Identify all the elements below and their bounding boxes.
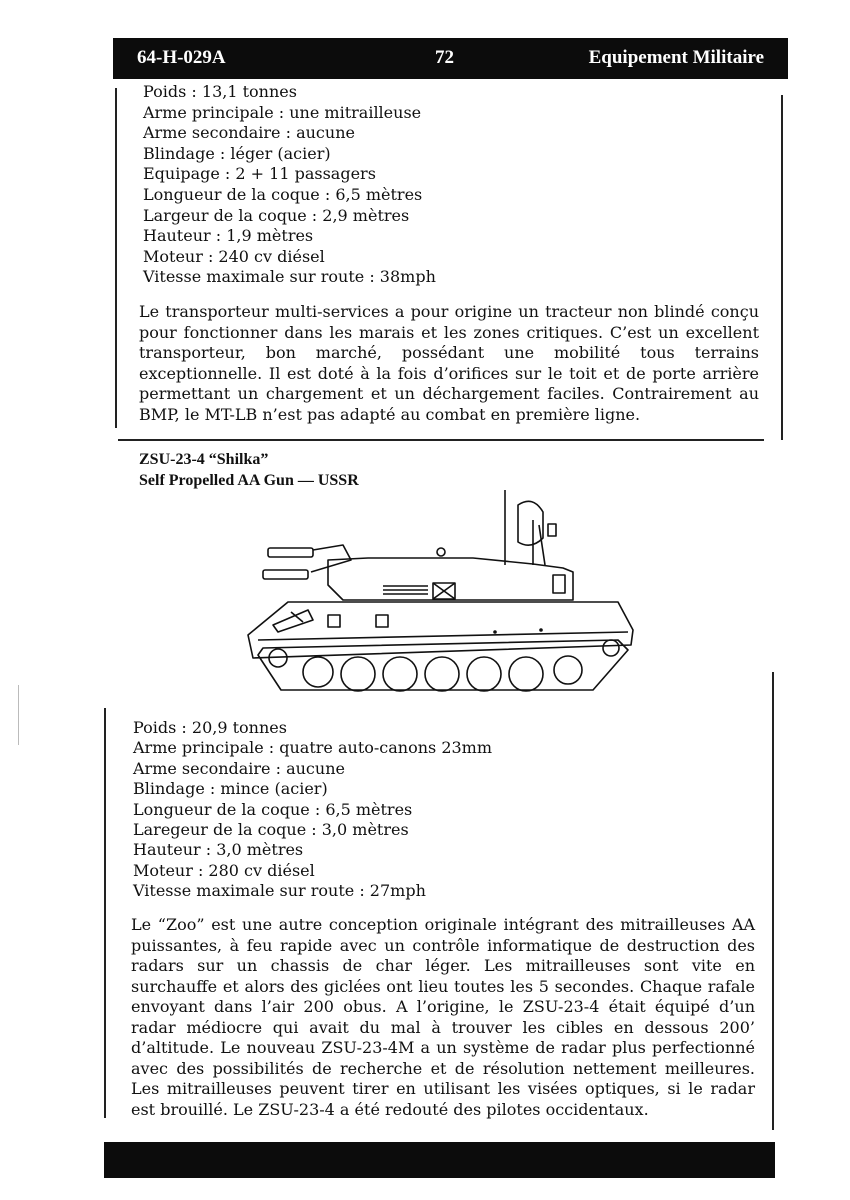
right-margin-line [781,95,783,440]
left-margin-line-lower [104,708,106,1118]
spec-line: Equipage : 2 + 11 passagers [143,164,376,184]
mtlb-description: Le transporteur multi-services a pour origine un tracteur non blindé conçu pour fonctionner dans les marais et les zones critiques. C’est un excellent transporteur, bon marché, possédant une mobilité tous terrains exceptionnelle. Il est doté à la fois d’orifices sur le toit et de porte arrière permettant un chargement et un déchargement faciles. Contrairement au BMP, le MT-LB n’est pas adapté au combat en première ligne. [139,302,759,424]
zsu-spec-list [133,718,492,902]
zsu-heading [139,449,359,491]
spec-line: Arme secondaire : aucune [143,123,355,143]
spec-line: Poids : 20,9 tonnes [133,718,287,737]
spec-line: Hauteur : 1,9 mètres [143,226,314,246]
page-footer-bar [104,1142,775,1178]
spec-line: Arme principale : une mitrailleuse [143,102,422,122]
spec-line: Laregeur de la coque : 3,0 mètres [133,820,409,840]
spec-line: Blindage : mince (acier) [133,779,328,799]
zsu-23-4-illustration [233,490,643,715]
spec-line: Moteur : 240 cv diésel [143,246,325,266]
spec-line: Hauteur : 3,0 mètres [133,840,304,860]
scan-mark [18,685,19,745]
page-header [113,38,788,79]
right-margin-line-lower [772,672,774,1130]
spec-line: Vitesse maximale sur route : 38mph [143,267,436,287]
section-divider [118,439,764,441]
mtlb-spec-list [143,82,436,288]
document-code: 64-H-029A [137,47,226,68]
spec-line: Poids : 13,1 tonnes [143,82,297,101]
spec-line: Longueur de la coque : 6,5 mètres [143,184,423,204]
spec-line: Blindage : léger (acier) [143,143,331,163]
spec-line: Arme secondaire : aucune [133,758,345,778]
section-title: Equipement Militaire [588,47,764,68]
spec-line: Moteur : 280 cv diésel [133,860,315,880]
left-margin-line [115,88,117,428]
spec-line: Longueur de la coque : 6,5 mètres [133,799,413,819]
spec-line: Arme principale : quatre auto-canons 23mm [133,738,493,758]
zsu-description: Le “Zoo” est une autre conception originale intégrant des mitrailleuses AA puissantes, à feu rapide avec un contrôle informatique de destruction des radars sur un chassis de char léger. Les mitrailleuses sont vite en surchauffe et alors des giclées ont lieu toutes les 5 secondes. Chaque rafale envoyant dans l’air 200 obus. A l’origine, le ZSU-23-4 était équipé d’un radar médiocre qui avait du mal à trouver les cibles en dessous 200’ d’altitude. Le nouveau ZSU-23-4M a un système de radar plus perfectionné avec des possibilités de recherche et de résolution nettement meilleures. Les mitrailleuses peuvent tirer en utilisant les visées optiques, si le radar est brouillé. Le ZSU-23-4 a été redouté des pilotes occidentaux. [131,915,755,1119]
spec-line: Vitesse maximale sur route : 27mph [133,881,426,901]
zsu-name: ZSU-23-4 “Shilka” [139,451,269,468]
page-number: 72 [435,47,454,68]
zsu-subtitle: Self Propelled AA Gun — USSR [139,472,359,489]
spec-line: Largeur de la coque : 2,9 mètres [143,205,410,225]
